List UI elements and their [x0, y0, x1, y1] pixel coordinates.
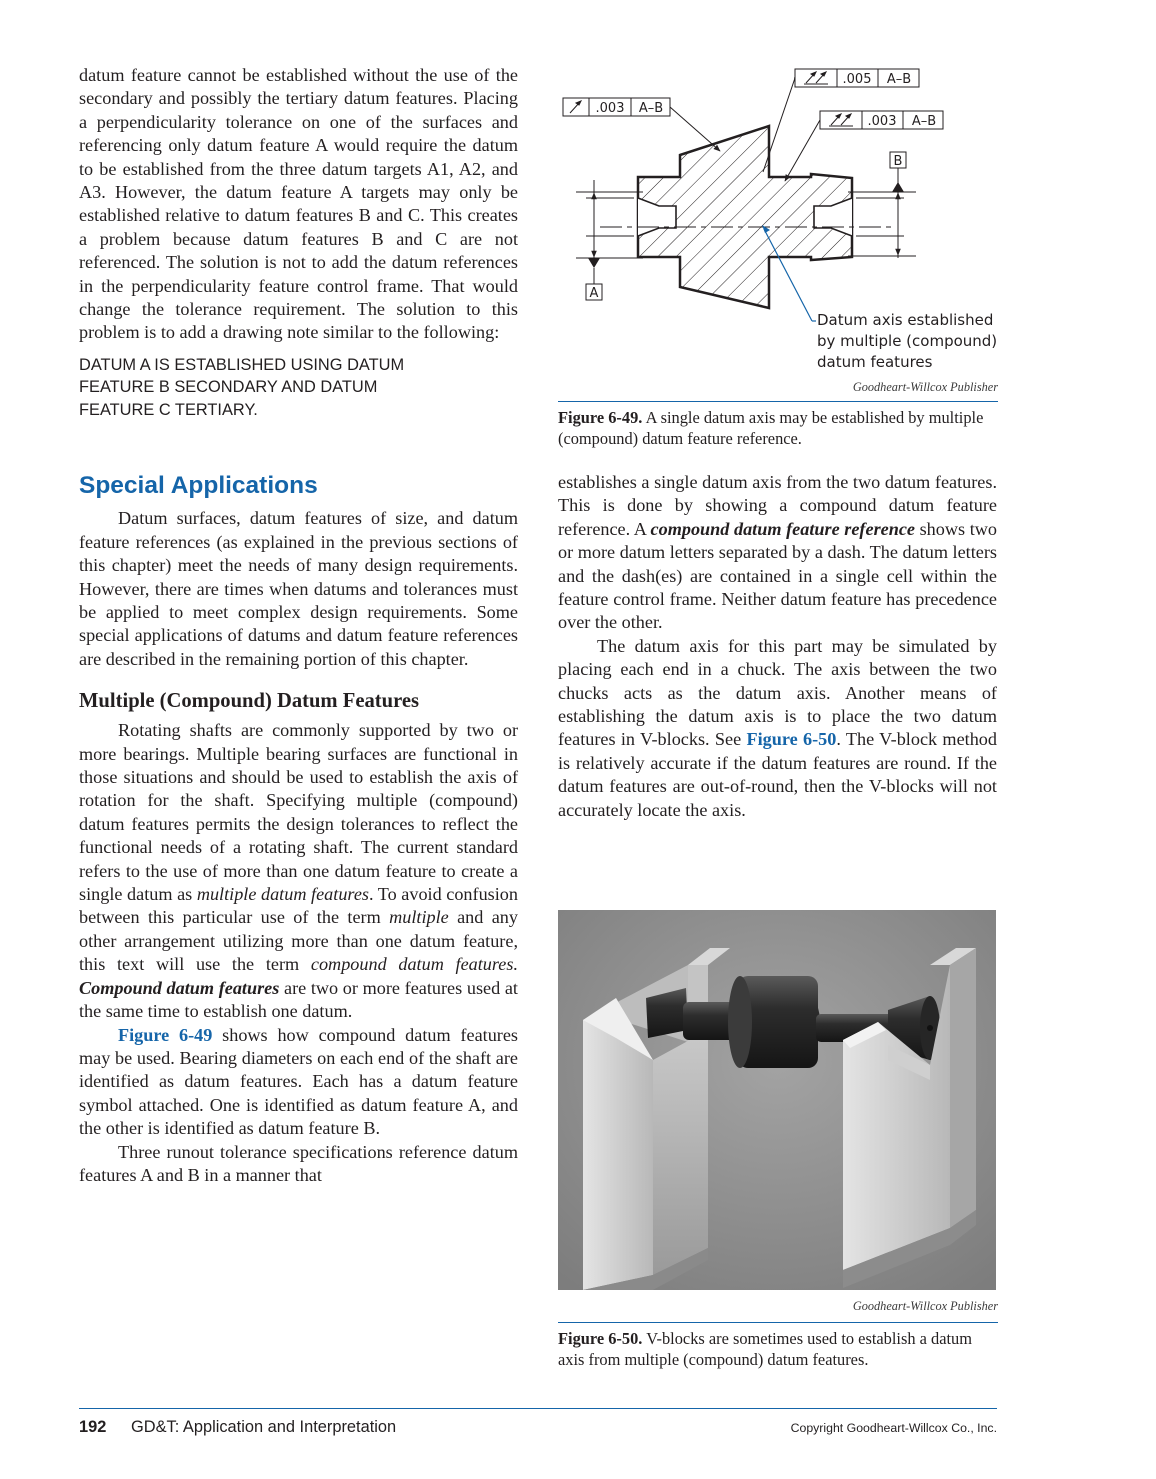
- paragraph: [79, 719, 518, 1023]
- note-line: FEATURE C TERTIARY.: [79, 400, 258, 419]
- fcf-tolerance: .003: [595, 101, 625, 116]
- text-run: shows two or more datum letters separated by a dash. The datum letters and the dash(es) are contained in a single cell within the feature control frame. Neither datum feature has precedence over the other.: [558, 518, 997, 633]
- figure-6-49-drawing: [558, 62, 998, 398]
- fcf-left: [563, 98, 720, 151]
- fcf-tolerance: .003: [867, 114, 897, 129]
- running-title: GD&T: Application and Interpretation: [131, 1418, 397, 1436]
- term: multiple: [389, 907, 449, 928]
- text-run: Rotating shafts are commonly supported by two or more bearings. Multiple bearing surfaces are functional in those situations and should be used to establish the axis of rotation for the shaft. Specifying multiple (compound) datum features permits the design tolerances to reflect the functional needs of a rotating shaft. The current standard refers to the use of more than one datum feature to create a single datum as: [79, 720, 518, 905]
- text-run: are two or more features used at the same time to establish one datum.: [79, 977, 518, 1022]
- caption-text: V-blocks are sometimes used to establish a datum axis from multiple (compound) datum features.: [558, 1329, 972, 1369]
- figure-credit: Goodheart-Willcox Publisher: [852, 380, 998, 394]
- text-run: establishes a single datum axis from the two datum features. This is done by showing a compound datum feature reference. A: [558, 472, 997, 539]
- fcf-right: [785, 111, 943, 181]
- text-run: . The V-block method is relatively accurate if the datum features are round. If the datum features are out-of-round, then the V-blocks will not accurately locate the axis.: [558, 729, 997, 820]
- section-heading: Special Applications: [79, 472, 318, 500]
- paragraph: datum feature cannot be established without the use of the secondary and possibly the tertiary datum features. Placing a perpendicularity tolerance on one of the surfaces and referencing only datum feature A would require the datum to be established from the three datum targets A1, A2, and A3. However, the datum feature A targets may only be established relative to datum features B and C. This creates a problem because datum features B and C are not referenced. The solution is not to add the datum references in the perpendicularity feature control frame. That would change the tolerance requirement. The solution to this problem is to add a drawing note similar to the following:: [79, 65, 518, 343]
- paragraph: [558, 471, 997, 635]
- callout-line: Datum axis established: [817, 311, 994, 329]
- datum-label-b: B: [893, 154, 903, 169]
- text-run: The datum axis for this part may be simulated by placing each end in a chuck. The axis between the two chucks acts as the datum axis. Another means of establishing the datum axis is to place the two datum features in V-blocks. See: [558, 635, 997, 750]
- term: multiple datum features: [196, 884, 369, 905]
- caption-text: A single datum axis may be established by multiple (compound) datum feature reference.: [558, 408, 984, 448]
- term: compound datum features.: [310, 954, 519, 975]
- text-run: and any other arrangement utilizing more than one datum feature, this text will use the term: [79, 907, 518, 975]
- right-column: [558, 471, 997, 822]
- note-line: FEATURE B SECONDARY AND DATUM: [79, 378, 378, 397]
- paragraph: Datum surfaces, datum features of size, and datum feature references (as explained in the previous sections of this chapter) meet the needs of many design requirements. However, there are times when datums and tolerances must be applied to meet complex design requirements. Some special applications of datums and datum feature references are described in the remaining portion of this chapter.: [79, 508, 518, 669]
- datum-b-dimension: [848, 152, 916, 258]
- copyright: Copyright Goodheart-Willcox Co., Inc.: [790, 1421, 997, 1435]
- subsection-heading: Multiple (Compound) Datum Features: [79, 690, 419, 713]
- figure-link[interactable]: Figure 6-50: [746, 729, 837, 750]
- callout-line: datum features: [817, 353, 933, 371]
- drawing-note: [79, 354, 518, 422]
- fcf-tolerance: .005: [842, 72, 872, 87]
- figure-credit: Goodheart-Willcox Publisher: [852, 1299, 998, 1313]
- text-run: . To avoid confusion between this particular use of the term: [79, 884, 518, 928]
- left-column: [79, 64, 518, 1187]
- paragraph: Three runout tolerance specifications reference datum features A and B in a manner that: [79, 1141, 518, 1185]
- defined-term: Compound datum features: [79, 977, 280, 998]
- defined-term: compound datum feature reference: [650, 518, 915, 539]
- figure-label: Figure 6-49.: [558, 408, 643, 427]
- datum-label-a: A: [589, 286, 599, 301]
- paragraph: [79, 1024, 518, 1141]
- fcf-datum-ref: A–B: [638, 101, 664, 116]
- figure-6-50-photo: [558, 910, 996, 1290]
- footer-rule: [79, 1408, 997, 1409]
- text-run: shows how compound datum features may be used. Bearing diameters on each end of the shaft are identified as datum features. Each has a datum feature symbol attached. One is identified as datum feature A, and the other is identified as datum feature B.: [79, 1024, 518, 1139]
- figure-caption: [558, 401, 998, 449]
- note-line: DATUM A IS ESTABLISHED USING DATUM: [79, 355, 405, 374]
- figure-caption: [558, 1322, 998, 1370]
- shaft-section: [586, 126, 904, 308]
- figure-link[interactable]: Figure 6-49: [118, 1024, 213, 1045]
- callout-line: by multiple (compound): [817, 332, 998, 350]
- fcf-datum-ref: A–B: [886, 72, 912, 87]
- paragraph: [558, 635, 997, 822]
- figure-label: Figure 6-50.: [558, 1329, 643, 1348]
- fcf-datum-ref: A–B: [911, 114, 937, 129]
- page-number: 192: [79, 1418, 107, 1436]
